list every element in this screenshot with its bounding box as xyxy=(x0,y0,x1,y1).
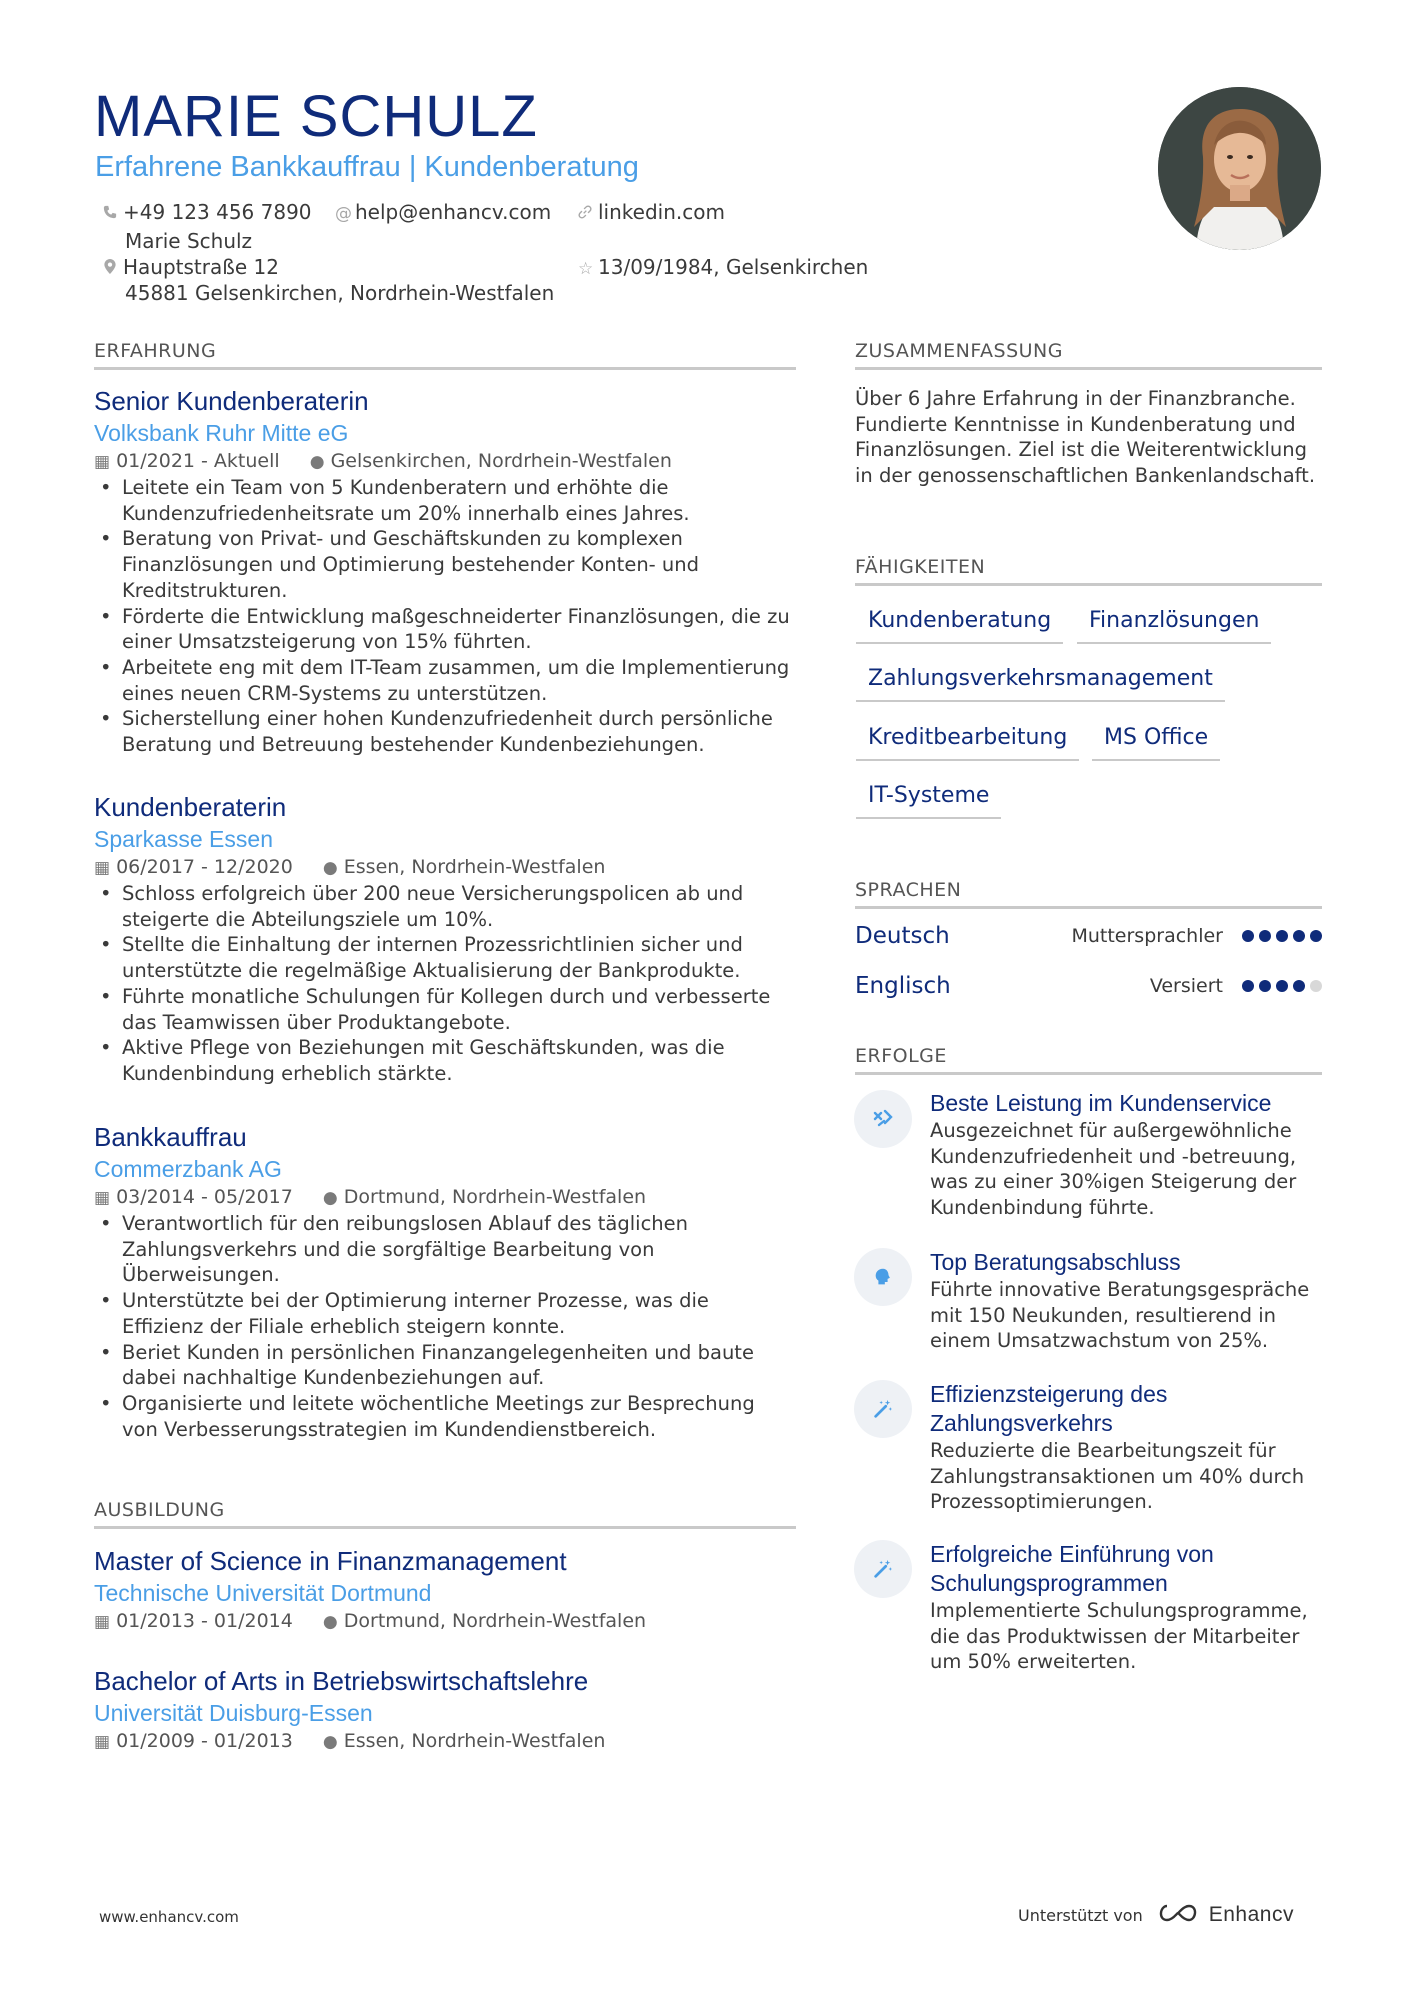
language-rating xyxy=(1237,977,1322,996)
section-title-experience: ERFAHRUNG xyxy=(94,339,796,370)
job-bullets xyxy=(94,1211,796,1442)
bullet-item: • Arbeitete eng mit dem IT-Team zusammen, um die Implementierung eines neuen CRM-Systems zu unterstützen. xyxy=(94,655,796,706)
degree-title: Bachelor of Arts in Betriebswirtschaftslehre xyxy=(94,1666,589,1696)
calendar-icon: ▦ xyxy=(94,1732,111,1752)
education-meta xyxy=(94,1608,796,1635)
skill-tag: MS Office xyxy=(1092,723,1220,761)
phone-icon xyxy=(103,201,117,227)
section-title-languages: SPRACHEN xyxy=(855,878,1322,909)
achievement-title: Beste Leistung im Kundenservice xyxy=(930,1090,1272,1116)
wand-icon xyxy=(854,1540,912,1598)
job-date: 01/2021 - Aktuell xyxy=(116,450,280,472)
rating-dot xyxy=(1293,980,1305,992)
language-name: Englisch xyxy=(855,973,951,999)
rating-dot-empty xyxy=(1310,980,1322,992)
calendar-icon: ▦ xyxy=(94,858,111,878)
school-name[interactable]: Universität Duisburg-Essen xyxy=(94,1700,373,1726)
footer-website[interactable]: www.enhancv.com xyxy=(99,1908,239,1926)
calendar-icon: ▦ xyxy=(94,1188,111,1208)
achievement-title: Top Beratungsabschluss xyxy=(930,1249,1181,1275)
phone-text: +49 123 456 7890 xyxy=(123,200,312,224)
language-level: Muttersprachler xyxy=(1071,925,1223,947)
job-bullets xyxy=(94,475,796,758)
achievement-desc: Reduzierte die Bearbeitungszeit für Zahlungstransaktionen um 40% durch Prozessoptimierungen. xyxy=(930,1439,1305,1514)
bullet-item: • Aktive Pflege von Beziehungen mit Geschäftskunden, was die Kundenbindung erheblich stärkte. xyxy=(94,1035,796,1086)
school-name[interactable]: Technische Universität Dortmund xyxy=(94,1580,432,1606)
contact-phone xyxy=(103,199,312,227)
language-rating xyxy=(1237,927,1322,946)
achievement-item xyxy=(930,1540,1330,1675)
achievement-title: Effizienzsteigerung des Zahlungsverkehrs xyxy=(930,1381,1168,1436)
rating-dot xyxy=(1276,930,1288,942)
summary-text: Über 6 Jahre Erfahrung in der Finanzbranche. Fundierte Kenntnisse in Kundenberatung und Finanzlösungen. Ziel ist die Weiterentwicklung in der genossenschaftlichen Bankenlandschaft. xyxy=(855,387,1316,488)
bullet-item: • Organisierte und leitete wöchentliche Meetings zur Besprechung von Verbesserungsstrategien im Kundendienstbereich. xyxy=(94,1391,796,1442)
education-entry xyxy=(94,1544,796,1635)
bullet-item: • Beriet Kunden in persönlichen Finanzangelegenheiten und baute dabei nachhaltige Kundenbeziehungen auf. xyxy=(94,1340,796,1391)
candidate-subtitle: Erfahrene Bankkauffrau | Kundenberatung xyxy=(95,151,639,183)
company-name[interactable]: Commerzbank AG xyxy=(94,1156,282,1182)
calendar-icon: ▦ xyxy=(94,1612,111,1632)
bullet-item: • Beratung von Privat- und Geschäftskunden zu komplexen Finanzlösungen und Optimierung bestehender Konten- und Kreditstrukturen. xyxy=(94,526,796,603)
company-name[interactable]: Volksbank Ruhr Mitte eG xyxy=(94,420,349,446)
language-row xyxy=(855,973,1322,999)
job-meta xyxy=(94,448,796,475)
brain-icon xyxy=(854,1248,912,1306)
skill-tag: Kundenberatung xyxy=(856,606,1063,644)
achievement-desc: Implementierte Schulungsprogramme, die das Produktwissen der Mitarbeiter um 50% erweiterten. xyxy=(930,1599,1308,1674)
job-title: Kundenberaterin xyxy=(94,792,287,822)
trophy-icon xyxy=(854,1090,912,1148)
enhancv-logo-icon xyxy=(1155,1902,1201,1928)
achievement-title: Erfolgreiche Einführung von Schulungsprogrammen xyxy=(930,1541,1214,1596)
achievement-item xyxy=(930,1089,1330,1221)
language-name: Deutsch xyxy=(855,923,950,949)
job-date: 03/2014 - 05/2017 xyxy=(116,1186,293,1208)
profile-photo xyxy=(1158,87,1321,250)
address-line1: Marie Schulz xyxy=(125,229,253,253)
bullet-item: • Unterstützte bei der Optimierung interner Prozesse, was die Effizienz der Filiale erheblich steigern konnte. xyxy=(94,1288,796,1339)
rating-dot xyxy=(1259,930,1271,942)
skill-tag: Finanzlösungen xyxy=(1077,606,1271,644)
education-meta xyxy=(94,1728,796,1755)
wand-icon xyxy=(854,1380,912,1438)
achievement-desc: Führte innovative Beratungsgespräche mit 150 Neukunden, resultierend in einem Umsatzwachstum von 25%. xyxy=(930,1278,1310,1353)
job-title: Senior Kundenberaterin xyxy=(94,386,369,416)
skill-tag: Kreditbearbeitung xyxy=(856,723,1079,761)
section-title-achievements: ERFOLGE xyxy=(855,1044,1322,1075)
achievement-item xyxy=(930,1380,1330,1515)
candidate-name: MARIE SCHULZ xyxy=(94,84,538,149)
achievement-desc: Ausgezeichnet für außergewöhnliche Kundenzufriedenheit und -betreuung, was zu einer 30%igen Steigerung der Kundenbindung führte. xyxy=(930,1119,1297,1220)
powered-by-text: Unterstützt von xyxy=(1018,1905,1143,1925)
education-location: Essen, Nordrhein-Westfalen xyxy=(343,1730,606,1752)
section-title-skills: FÄHIGKEITEN xyxy=(855,555,1322,586)
language-level: Versiert xyxy=(1149,975,1223,997)
linkedin-text: linkedin.com xyxy=(598,200,725,224)
bullet-item: • Führte monatliche Schulungen für Kollegen durch und verbesserte das Teamwissen über Produktangebote. xyxy=(94,984,796,1035)
location-icon xyxy=(103,256,117,282)
location-icon: ● xyxy=(322,1188,338,1208)
experience-entry xyxy=(94,1120,796,1442)
section-title-summary: ZUSAMMENFASSUNG xyxy=(855,339,1322,370)
rating-dot xyxy=(1259,980,1271,992)
bullet-item: • Schloss erfolgreich über 200 neue Versicherungspolicen ab und steigerte die Abteilungsziele um 10%. xyxy=(94,881,796,932)
language-row xyxy=(855,923,1322,949)
bullet-item: • Leitete ein Team von 5 Kundenberatern und erhöhte die Kundenzufriedenheitsrate um 20% innerhalb eines Jahres. xyxy=(94,475,796,526)
contact-email[interactable] xyxy=(335,199,551,227)
skill-tag: Zahlungsverkehrsmanagement xyxy=(856,664,1225,702)
education-date: 01/2013 - 01/2014 xyxy=(116,1610,293,1632)
job-meta xyxy=(94,1184,796,1211)
company-name[interactable]: Sparkasse Essen xyxy=(94,826,273,852)
address-line2: Hauptstraße 12 xyxy=(123,255,279,279)
birth-text: 13/09/1984, Gelsenkirchen xyxy=(598,255,869,279)
contact-birth xyxy=(578,254,868,282)
bullet-item: • Stellte die Einhaltung der internen Prozessrichtlinien sicher und unterstützte die regelmäßige Aktualisierung der Bankprodukte. xyxy=(94,932,796,983)
experience-entry xyxy=(94,790,796,1087)
location-icon: ● xyxy=(309,452,325,472)
contact-linkedin[interactable] xyxy=(578,199,725,227)
job-location: Gelsenkirchen, Nordrhein-Westfalen xyxy=(330,450,672,472)
calendar-icon: ▦ xyxy=(94,452,111,472)
job-meta xyxy=(94,854,796,881)
section-title-education: AUSBILDUNG xyxy=(94,1498,796,1529)
job-date: 06/2017 - 12/2020 xyxy=(116,856,293,878)
rating-dot xyxy=(1242,930,1254,942)
footer-powered-by[interactable] xyxy=(1018,1902,1294,1928)
rating-dot xyxy=(1276,980,1288,992)
bullet-item: • Förderte die Entwicklung maßgeschneiderter Finanzlösungen, die zu einer Umsatzsteigerung von 15% führten. xyxy=(94,604,796,655)
bullet-item: • Verantwortlich für den reibungslosen Ablauf des täglichen Zahlungsverkehrs und die sorgfältige Bearbeitung von Überweisungen. xyxy=(94,1211,796,1288)
location-icon: ● xyxy=(322,858,338,878)
at-icon: @ xyxy=(335,204,352,224)
skill-tag: IT-Systeme xyxy=(856,781,1001,819)
footer-brand: Enhancv xyxy=(1208,1903,1294,1926)
link-icon xyxy=(578,201,592,227)
rating-dot xyxy=(1293,930,1305,942)
email-text: help@enhancv.com xyxy=(355,200,552,224)
location-icon: ● xyxy=(322,1612,338,1632)
contact-address xyxy=(103,254,279,282)
experience-entry xyxy=(94,384,796,758)
achievement-item xyxy=(930,1248,1330,1354)
degree-title: Master of Science in Finanzmanagement xyxy=(94,1546,567,1576)
star-icon: ☆ xyxy=(578,259,594,279)
job-title: Bankkauffrau xyxy=(94,1122,247,1152)
job-bullets xyxy=(94,881,796,1087)
education-location: Dortmund, Nordrhein-Westfalen xyxy=(343,1610,647,1632)
rating-dot xyxy=(1310,930,1322,942)
rating-dot xyxy=(1242,980,1254,992)
education-entry xyxy=(94,1664,796,1755)
bullet-item: • Sicherstellung einer hohen Kundenzufriedenheit durch persönliche Beratung und Betreuung bestehender Kundenbeziehungen. xyxy=(94,706,796,757)
location-icon: ● xyxy=(322,1732,338,1752)
job-location: Essen, Nordrhein-Westfalen xyxy=(343,856,606,878)
education-date: 01/2009 - 01/2013 xyxy=(116,1730,293,1752)
address-line3: 45881 Gelsenkirchen, Nordrhein-Westfalen xyxy=(125,281,555,305)
job-location: Dortmund, Nordrhein-Westfalen xyxy=(343,1186,647,1208)
